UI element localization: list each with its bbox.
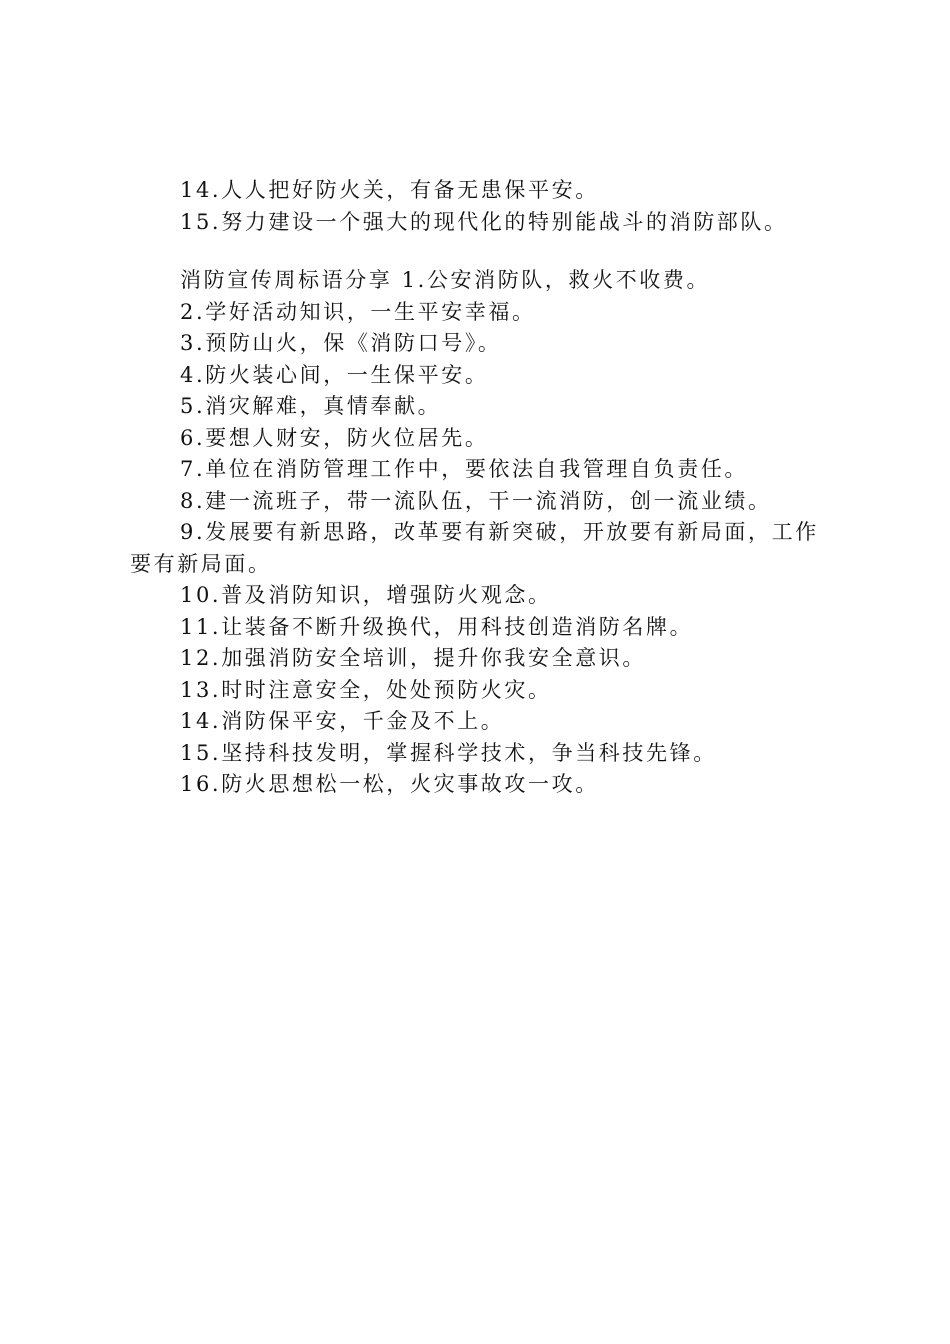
section-heading-line: 消防宣传周标语分享 1.公安消防队，救火不收费。 [180,268,711,292]
slogan-line: 13.时时注意安全，处处预防火灾。 [180,677,552,702]
slogan-line: 14.人人把好防火关，有备无患保平安。 [180,178,599,202]
slogan-line: 14.消防保平安，千金及不上。 [180,709,505,733]
slogan-line: 7.单位在消防管理工作中，要依法自我管理自负责任。 [180,457,749,481]
slogan-line: 15.坚持科技发明，掌握科学技术，争当科技先锋。 [180,740,717,765]
document-body [130,175,830,801]
slogan-line: 4.防火装心间，一生保平安。 [180,362,489,387]
slogan-line: 3.预防山火，保《消防口号》。 [180,331,502,355]
slogan-line: 8.建一流班子，带一流队伍，干一流消防，创一流业绩。 [180,488,772,513]
slogan-line: 11.让装备不断升级换代，用科技创造消防名牌。 [180,614,694,639]
slogan-line: 6.要想人财安，防火位居先。 [180,425,489,450]
slogan-line: 16.防火思想松一松，火灾事故攻一攻。 [180,772,599,796]
slogan-line-wrapped: 9.发展要有新思路，改革要有新突破，开放要有新局面，工作要有新局面。 [130,520,819,576]
slogan-line: 5.消灾解难，真情奉献。 [180,394,442,418]
slogan-line: 2.学好活动知识，一生平安幸福。 [180,299,536,324]
paragraph-gap [130,238,830,265]
slogan-line: 12.加强消防安全培训，提升你我安全意识。 [180,646,646,670]
slogan-line: 15.努力建设一个强大的现代化的特别能战斗的消防部队。 [180,209,788,234]
slogan-line: 10.普及消防知识，增强防火观念。 [180,583,552,607]
